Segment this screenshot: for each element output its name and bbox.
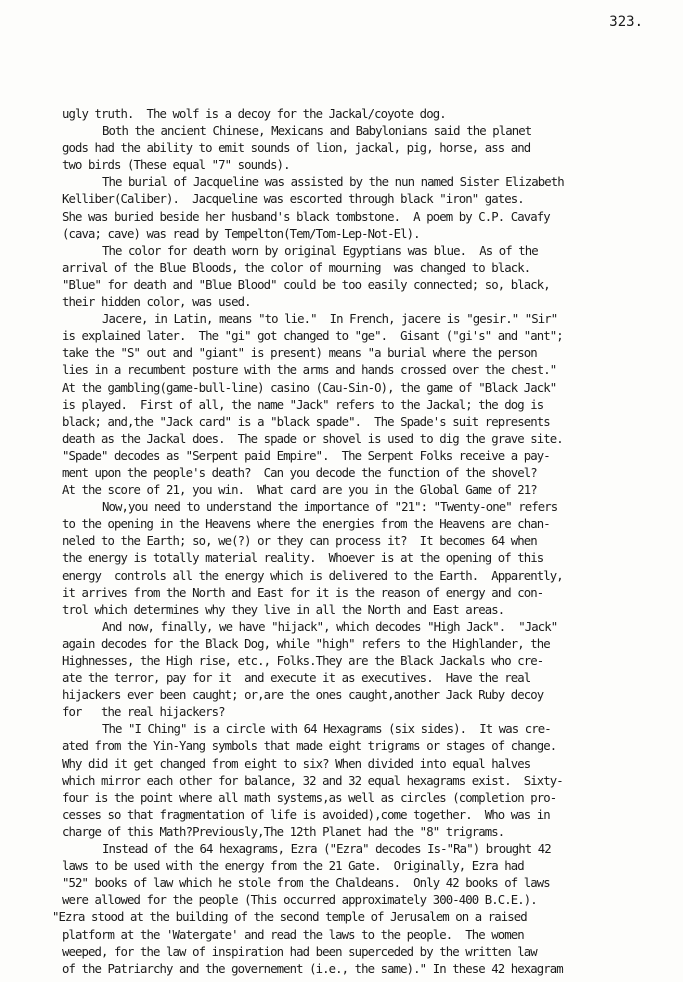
- text-line: gods had the ability to emit sounds of lion, jackal, pig, horse, ass and: [62, 141, 531, 156]
- text-line: Instead of the 64 hexagrams, Ezra ("Ezra" decodes Is-"Ra") brought 42: [102, 842, 551, 857]
- body-text: [52, 106, 644, 978]
- text-line: is played. First of all, the name "Jack" refers to the Jackal; the dog is: [62, 397, 544, 412]
- text-line: Highnesses, the High rise, etc., Folks.They are the Black Jackals who cre-: [62, 654, 544, 668]
- text-line: Jacere, in Latin, means "to lie." In French, jacere is "gesir." "Sir": [102, 312, 558, 327]
- text-line: is explained later. The "gi" got changed to "ge". Gisant ("gi's" and "ant";: [62, 329, 563, 344]
- text-line: energy controls all the energy which is delivered to the Earth. Apparently,: [62, 568, 563, 583]
- text-line: (cava; cave) was read by Tempelton(Tem/Tom-Lep-Not-El).: [62, 226, 420, 241]
- text-line: The burial of Jacqueline was assisted by the nun named Sister Elizabeth: [102, 175, 564, 190]
- text-line: were allowed for the people (This occurred approximately 300-400 B.C.E.).: [62, 893, 537, 908]
- text-line: black; and,the "Jack card" is a "black spade". The Spade's suit represents: [62, 414, 550, 429]
- text-line: The color for death worn by original Egyptians was blue. As of the: [102, 243, 538, 258]
- text-line: trol which determines why they live in all the North and East areas.: [62, 602, 505, 617]
- text-line: platform at the 'Watergate' and read the laws to the people. The women: [62, 927, 524, 942]
- text-line: four is the point where all math systems,as well as circles (completion pro-: [62, 790, 557, 805]
- text-line: Both the ancient Chinese, Mexicans and Babylonians said the planet: [102, 124, 532, 139]
- page-number: 323.: [609, 14, 643, 30]
- text-line: hijackers ever been caught; or,are the ones caught,another Jack Ruby decoy: [62, 688, 544, 703]
- text-line: She was buried beside her husband's black tombstone. A poem by C.P. Cavafy: [62, 209, 550, 224]
- text-line: to the opening in the Heavens where the energies from the Heavens are chan-: [62, 517, 550, 532]
- text-line: ment upon the people's death? Can you decode the function of the shovel?: [62, 465, 537, 480]
- text-line: weeped, for the law of inspiration had been superceded by the written law: [62, 944, 537, 959]
- text-line: "Spade" decodes as "Serpent paid Empire". The Serpent Folks receive a pay-: [62, 448, 550, 463]
- text-line: ate the terror, pay for it and execute it as executives. Have the real: [62, 671, 531, 686]
- text-line: laws to be used with the energy from the 21 Gate. Originally, Ezra had: [62, 859, 524, 874]
- text-line: two birds (These equal "7" sounds).: [62, 158, 290, 173]
- text-line: the energy is totally material reality. Whoever is at the opening of this: [62, 551, 544, 566]
- text-line: Kelliber(Caliber). Jacqueline was escorted through black "iron" gates.: [62, 192, 524, 207]
- text-line: Why did it get changed from eight to six? When divided into equal halves: [62, 756, 531, 771]
- text-line: And now, finally, we have "hijack", which decodes "High Jack". "Jack": [102, 619, 558, 634]
- text-line: which mirror each other for balance, 32 and 32 equal hexagrams exist. Sixty-: [62, 773, 563, 788]
- text-line: "52" books of law which he stole from the Chaldeans. Only 42 books of laws: [62, 876, 550, 891]
- text-line: At the gambling(game-bull-line) casino (Cau-Sin-O), the game of "Black Jack": [62, 380, 557, 395]
- text-line: take the "S" out and "giant" is present) means "a burial where the person: [62, 346, 537, 361]
- text-line: "Blue" for death and "Blue Blood" could be too easily connected; so, black,: [62, 277, 550, 292]
- text-line: for the real hijackers?: [62, 705, 225, 720]
- text-line: of the Patriarchy and the governement (i.e., the same)." In these 42 hexagram: [62, 961, 563, 976]
- text-line: ugly truth. The wolf is a decoy for the Jackal/coyote dog.: [62, 107, 446, 121]
- text-line: neled to the Earth; so, we(?) or they can process it? It becomes 64 when: [62, 534, 537, 549]
- text-line: ated from the Yin-Yang symbols that made eight trigrams or stages of change.: [62, 739, 557, 754]
- text-line: lies in a recumbent posture with the arms and hands crossed over the chest.": [62, 363, 557, 378]
- text-line: arrival of the Blue Bloods, the color of mourning was changed to black.: [62, 260, 531, 275]
- text-line: charge of this Math?Previously,The 12th Planet had the "8" trigrams.: [62, 824, 505, 839]
- text-line: At the score of 21, you win. What card are you in the Global Game of 21?: [62, 483, 537, 498]
- text-line: cesses so that fragmentation of life is avoided),come together. Who was in: [62, 807, 550, 822]
- text-line: Now,you need to understand the importance of "21": "Twenty-one" refers: [102, 500, 558, 515]
- text-line: "Ezra stood at the building of the second temple of Jerusalem on a raised: [52, 910, 527, 925]
- text-line: again decodes for the Black Dog, while "high" refers to the Highlander, the: [62, 636, 550, 651]
- text-line: it arrives from the North and East for it is the reason of energy and con-: [62, 585, 544, 600]
- text-line: The "I Ching" is a circle with 64 Hexagrams (six sides). It was cre-: [102, 722, 551, 737]
- text-line: their hidden color, was used.: [62, 295, 251, 310]
- text-line: death as the Jackal does. The spade or shovel is used to dig the grave site.: [62, 431, 563, 446]
